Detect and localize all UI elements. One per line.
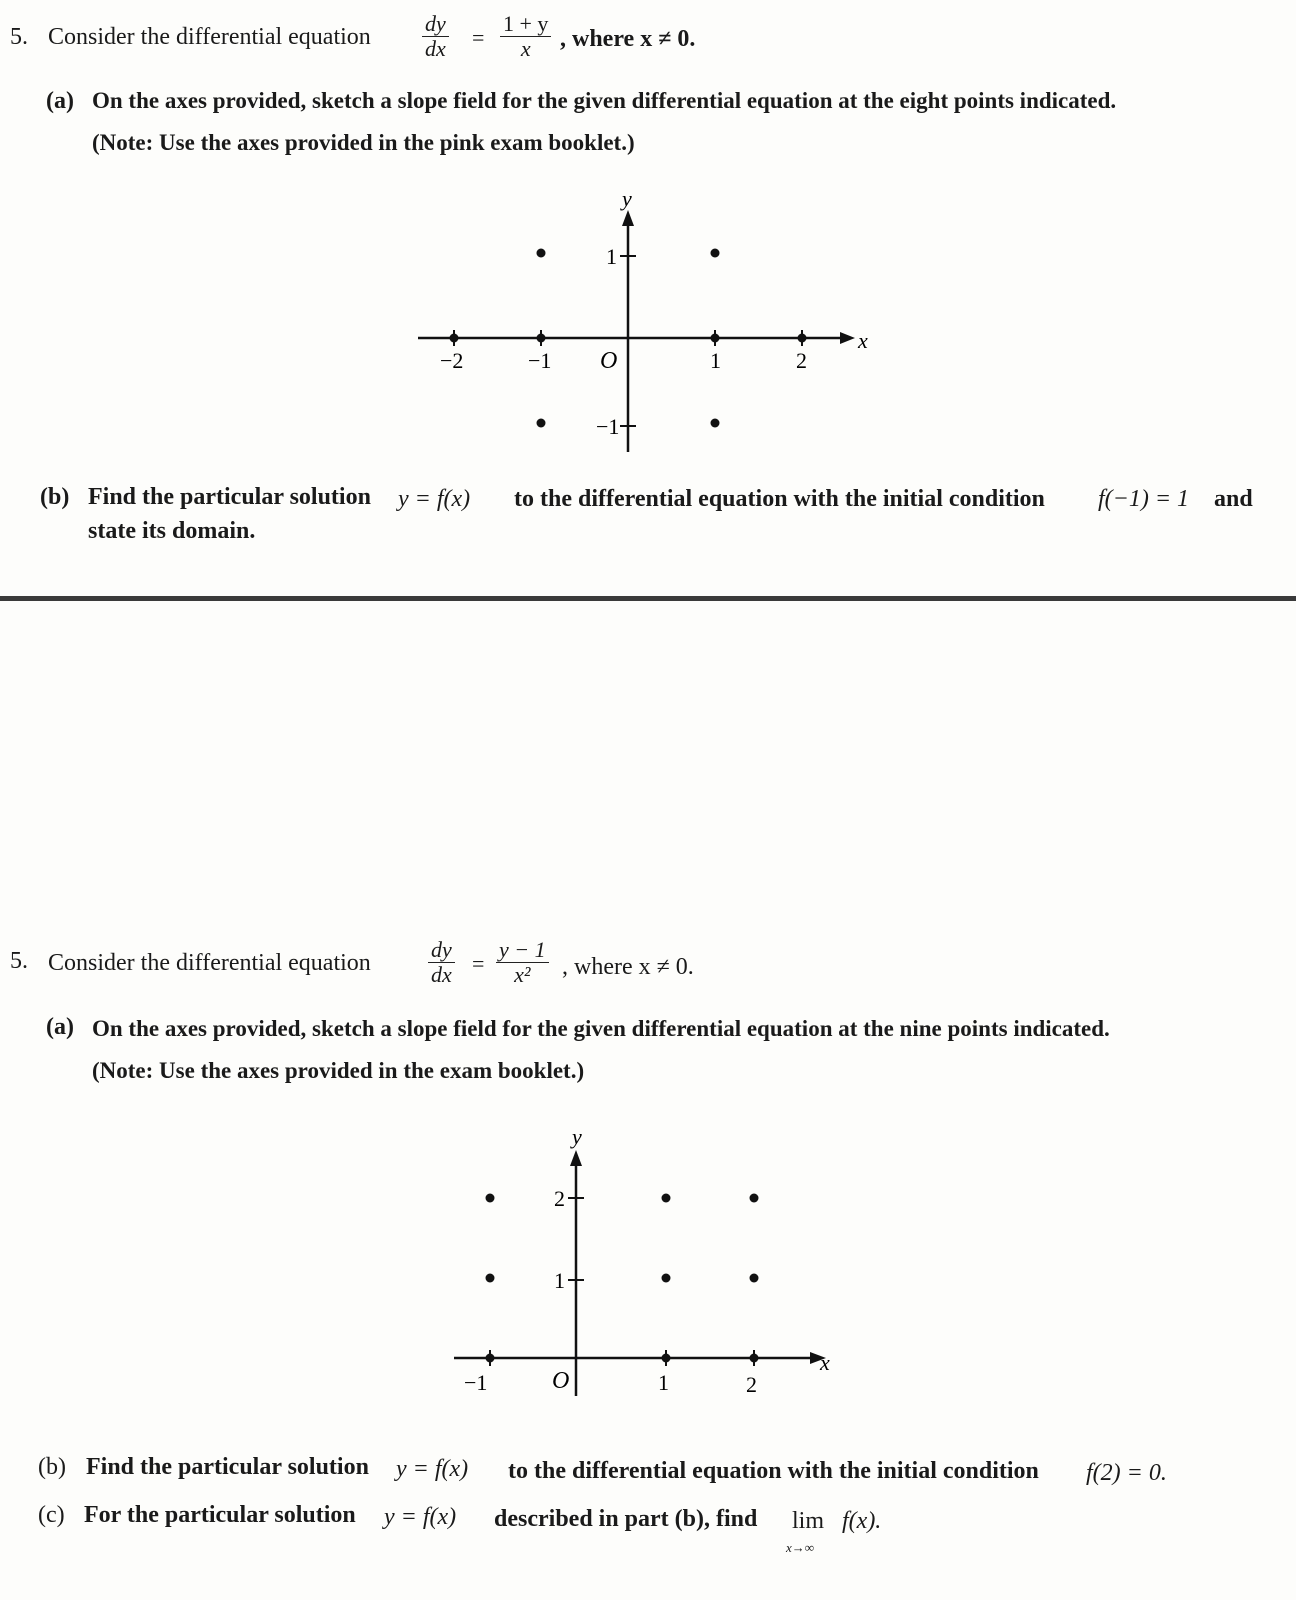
grid-point <box>662 1354 671 1363</box>
origin-label: O <box>600 348 618 374</box>
part-a-text: On the axes provided, sketch a slope field for the given differential equation at the nine points indicated. <box>92 1016 1110 1041</box>
y-tick-label: 1 <box>554 1268 565 1293</box>
section-divider <box>0 596 1296 601</box>
part-b-condition: f(−1) = 1 <box>1098 486 1190 512</box>
part-b-text: Find the particular solution <box>86 1454 369 1480</box>
limit-function: f(x). <box>842 1508 882 1534</box>
fraction-denominator: x <box>520 36 531 61</box>
part-b-math: y = f(x) <box>398 486 471 512</box>
grid-point <box>750 1274 759 1283</box>
domain-condition: , where x ≠ 0. <box>562 954 694 980</box>
part-a-label: (a) <box>46 88 74 114</box>
x-tick-label: 1 <box>710 348 721 373</box>
grid-point <box>711 334 720 343</box>
problem-intro: Consider the differential equation <box>48 950 371 976</box>
part-b-text: and <box>1214 486 1253 512</box>
y-tick-label: 1 <box>606 244 617 269</box>
derivative-fraction <box>428 938 455 987</box>
part-c-text: For the particular solution <box>84 1502 356 1528</box>
grid-point <box>750 1354 759 1363</box>
fraction-numerator: dy <box>428 938 455 963</box>
grid-point <box>750 1194 759 1203</box>
y-axis-arrow-icon <box>622 210 634 226</box>
fraction-numerator: y − 1 <box>496 938 549 963</box>
part-b-label: (b) <box>38 1454 66 1480</box>
part-c-math: y = f(x) <box>384 1504 457 1530</box>
x-axis-arrow-icon <box>840 332 855 344</box>
domain-condition: , where x ≠ 0. <box>560 26 696 52</box>
part-c-text: described in part (b), find <box>494 1506 758 1532</box>
grid-points <box>486 1194 759 1363</box>
problem-number: 5. <box>10 948 28 974</box>
grid-point <box>662 1274 671 1283</box>
part-a-note: (Note: Use the axes provided in the exam booklet.) <box>92 1058 585 1083</box>
grid-point <box>450 334 459 343</box>
problem-number: 5. <box>10 24 28 50</box>
equals-sign: = <box>472 25 485 50</box>
part-b-text: state its domain. <box>88 518 256 544</box>
x-axis-label: x <box>820 1350 830 1375</box>
part-b-math: y = f(x) <box>396 1456 469 1482</box>
x-tick-label: −1 <box>464 1370 488 1395</box>
fraction-numerator: dy <box>422 12 449 37</box>
grid-point <box>537 249 546 258</box>
part-b-text: to the differential equation with the initial condition <box>514 486 1045 512</box>
grid-point <box>711 419 720 428</box>
grid-point <box>486 1274 495 1283</box>
y-axis-label: y <box>572 1124 582 1149</box>
y-tick-label: −1 <box>596 414 620 439</box>
part-a-note: (Note: Use the axes provided in the pink exam booklet.) <box>92 130 635 155</box>
x-tick-label: 2 <box>796 348 807 373</box>
fraction-denominator: x² <box>514 962 531 987</box>
grid-point <box>486 1194 495 1203</box>
part-b-text: Find the particular solution <box>88 484 371 510</box>
x-tick-label: 1 <box>658 1370 669 1395</box>
y-tick-label: 2 <box>554 1186 565 1211</box>
derivative-fraction <box>422 12 449 61</box>
grid-point <box>662 1194 671 1203</box>
grid-point <box>711 249 720 258</box>
grid-point <box>486 1354 495 1363</box>
fraction-denominator: dx <box>425 36 446 61</box>
slope-field-axes-2 <box>440 1120 860 1400</box>
part-a-text: On the axes provided, sketch a slope field for the given differential equation at the eight points indicated. <box>92 88 1117 113</box>
part-b-label: (b) <box>40 484 70 510</box>
rhs-fraction <box>500 12 551 61</box>
y-axis-arrow-icon <box>570 1150 582 1166</box>
limit-subscript: x→∞ <box>786 1540 815 1555</box>
grid-point <box>798 334 807 343</box>
limit-operator: lim <box>792 1508 825 1534</box>
part-a-label: (a) <box>46 1014 74 1040</box>
grid-point <box>537 419 546 428</box>
y-axis-label: y <box>622 186 632 211</box>
grid-point <box>537 334 546 343</box>
part-c-label: (c) <box>38 1502 65 1528</box>
rhs-fraction <box>496 938 549 987</box>
origin-label: O <box>552 1368 570 1394</box>
part-b-text: to the differential equation with the initial condition <box>508 1458 1039 1484</box>
x-tick-label: −2 <box>440 348 464 373</box>
x-axis-label: x <box>858 328 868 353</box>
fraction-numerator: 1 + y <box>500 12 551 37</box>
slope-field-axes-1 <box>400 180 880 470</box>
part-b-condition: f(2) = 0. <box>1086 1460 1167 1486</box>
x-tick-label: 2 <box>746 1372 757 1397</box>
x-tick-label: −1 <box>528 348 552 373</box>
problem-intro: Consider the differential equation <box>48 24 371 50</box>
fraction-denominator: dx <box>431 962 452 987</box>
equals-sign: = <box>472 951 485 976</box>
